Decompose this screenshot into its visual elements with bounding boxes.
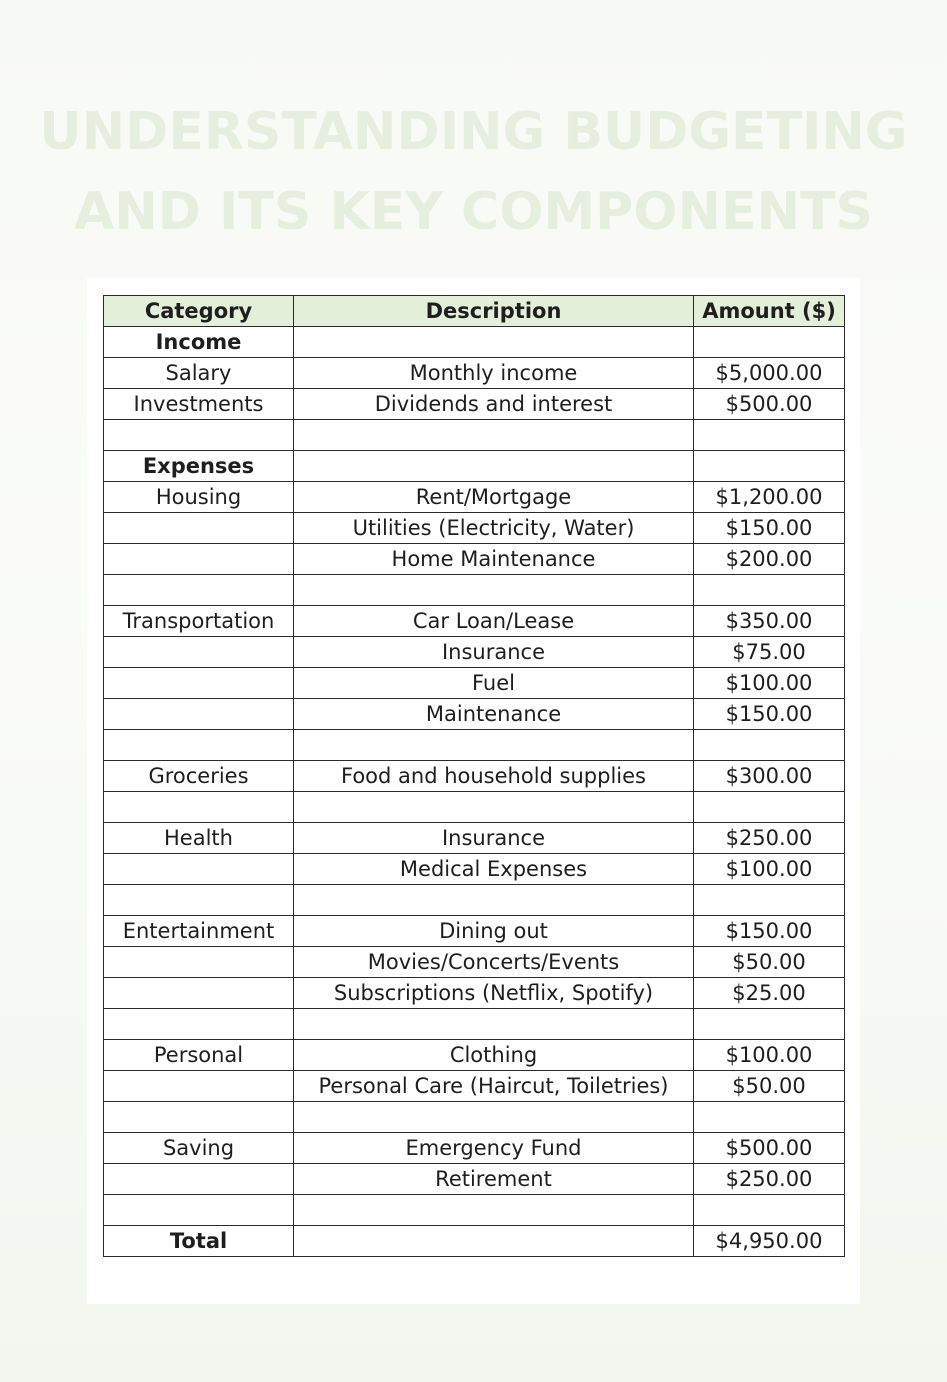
table-row <box>104 1040 845 1071</box>
table-row <box>104 544 845 575</box>
category-cell: Expenses <box>104 451 294 482</box>
amount-cell: $150.00 <box>694 513 845 544</box>
description-cell <box>294 1195 694 1226</box>
header-description: Description <box>294 296 694 327</box>
category-cell <box>104 699 294 730</box>
description-cell: Rent/Mortgage <box>294 482 694 513</box>
description-cell <box>294 730 694 761</box>
description-cell: Home Maintenance <box>294 544 694 575</box>
amount-cell: $1,200.00 <box>694 482 845 513</box>
description-cell: Utilities (Electricity, Water) <box>294 513 694 544</box>
table-header-row <box>104 296 845 327</box>
table-row <box>104 482 845 513</box>
header-amount: Amount ($) <box>694 296 845 327</box>
category-cell: Personal <box>104 1040 294 1071</box>
category-cell <box>104 513 294 544</box>
category-cell: Investments <box>104 389 294 420</box>
amount-cell <box>694 1195 845 1226</box>
amount-cell: $300.00 <box>694 761 845 792</box>
table-row <box>104 1226 845 1257</box>
description-cell <box>294 575 694 606</box>
table-row <box>104 823 845 854</box>
category-cell <box>104 978 294 1009</box>
category-cell <box>104 637 294 668</box>
table-row <box>104 327 845 358</box>
description-cell: Emergency Fund <box>294 1133 694 1164</box>
category-cell <box>104 885 294 916</box>
category-cell: Saving <box>104 1133 294 1164</box>
amount-cell: $25.00 <box>694 978 845 1009</box>
amount-cell: $100.00 <box>694 854 845 885</box>
category-cell: Groceries <box>104 761 294 792</box>
amount-cell: $200.00 <box>694 544 845 575</box>
amount-cell: $500.00 <box>694 389 845 420</box>
amount-cell: $250.00 <box>694 823 845 854</box>
description-cell: Insurance <box>294 823 694 854</box>
table-row <box>104 1009 845 1040</box>
category-cell <box>104 854 294 885</box>
description-cell: Dividends and interest <box>294 389 694 420</box>
table-row <box>104 1164 845 1195</box>
table-row <box>104 420 845 451</box>
description-cell <box>294 327 694 358</box>
description-cell <box>294 885 694 916</box>
description-cell: Car Loan/Lease <box>294 606 694 637</box>
category-cell <box>104 1071 294 1102</box>
table-row <box>104 792 845 823</box>
amount-cell: $4,950.00 <box>694 1226 845 1257</box>
table-row <box>104 947 845 978</box>
description-cell <box>294 792 694 823</box>
amount-cell <box>694 327 845 358</box>
amount-cell <box>694 1102 845 1133</box>
amount-cell: $100.00 <box>694 668 845 699</box>
table-row <box>104 885 845 916</box>
description-cell: Personal Care (Haircut, Toiletries) <box>294 1071 694 1102</box>
amount-cell <box>694 1009 845 1040</box>
amount-cell: $50.00 <box>694 1071 845 1102</box>
table-row <box>104 451 845 482</box>
description-cell: Retirement <box>294 1164 694 1195</box>
category-cell <box>104 544 294 575</box>
description-cell: Fuel <box>294 668 694 699</box>
category-cell <box>104 420 294 451</box>
table-row <box>104 668 845 699</box>
category-cell <box>104 1195 294 1226</box>
category-cell <box>104 575 294 606</box>
category-cell: Transportation <box>104 606 294 637</box>
table-row <box>104 513 845 544</box>
category-cell <box>104 730 294 761</box>
category-cell: Entertainment <box>104 916 294 947</box>
description-cell: Food and household supplies <box>294 761 694 792</box>
category-cell: Housing <box>104 482 294 513</box>
amount-cell: $50.00 <box>694 947 845 978</box>
amount-cell: $75.00 <box>694 637 845 668</box>
description-cell <box>294 1226 694 1257</box>
budget-table <box>103 295 845 1257</box>
amount-cell <box>694 575 845 606</box>
amount-cell <box>694 885 845 916</box>
category-cell <box>104 947 294 978</box>
table-row <box>104 978 845 1009</box>
category-cell: Salary <box>104 358 294 389</box>
header-category: Category <box>104 296 294 327</box>
page-title-line-1: UNDERSTANDING BUDGETING <box>39 102 908 162</box>
description-cell: Subscriptions (Netflix, Spotify) <box>294 978 694 1009</box>
table-row <box>104 699 845 730</box>
description-cell: Insurance <box>294 637 694 668</box>
category-cell <box>104 1102 294 1133</box>
table-row <box>104 1102 845 1133</box>
description-cell <box>294 1009 694 1040</box>
amount-cell: $150.00 <box>694 916 845 947</box>
table-row <box>104 916 845 947</box>
table-row <box>104 389 845 420</box>
description-cell <box>294 1102 694 1133</box>
description-cell <box>294 451 694 482</box>
category-cell <box>104 668 294 699</box>
table-row <box>104 637 845 668</box>
description-cell <box>294 420 694 451</box>
page-title <box>0 92 947 252</box>
budget-table-body <box>104 327 845 1257</box>
table-row <box>104 1071 845 1102</box>
category-cell <box>104 1009 294 1040</box>
table-row <box>104 730 845 761</box>
category-cell <box>104 792 294 823</box>
table-row <box>104 575 845 606</box>
amount-cell <box>694 420 845 451</box>
amount-cell <box>694 792 845 823</box>
amount-cell: $100.00 <box>694 1040 845 1071</box>
amount-cell: $500.00 <box>694 1133 845 1164</box>
description-cell: Movies/Concerts/Events <box>294 947 694 978</box>
category-cell <box>104 1164 294 1195</box>
table-row <box>104 1133 845 1164</box>
table-row <box>104 1195 845 1226</box>
amount-cell <box>694 451 845 482</box>
amount-cell: $350.00 <box>694 606 845 637</box>
category-cell: Income <box>104 327 294 358</box>
description-cell: Maintenance <box>294 699 694 730</box>
description-cell: Medical Expenses <box>294 854 694 885</box>
description-cell: Monthly income <box>294 358 694 389</box>
table-row <box>104 606 845 637</box>
table-row <box>104 358 845 389</box>
amount-cell: $5,000.00 <box>694 358 845 389</box>
description-cell: Dining out <box>294 916 694 947</box>
category-cell: Total <box>104 1226 294 1257</box>
category-cell: Health <box>104 823 294 854</box>
amount-cell <box>694 730 845 761</box>
description-cell: Clothing <box>294 1040 694 1071</box>
page-title-line-2: AND ITS KEY COMPONENTS <box>74 182 873 242</box>
amount-cell: $250.00 <box>694 1164 845 1195</box>
amount-cell: $150.00 <box>694 699 845 730</box>
table-row <box>104 761 845 792</box>
table-row <box>104 854 845 885</box>
